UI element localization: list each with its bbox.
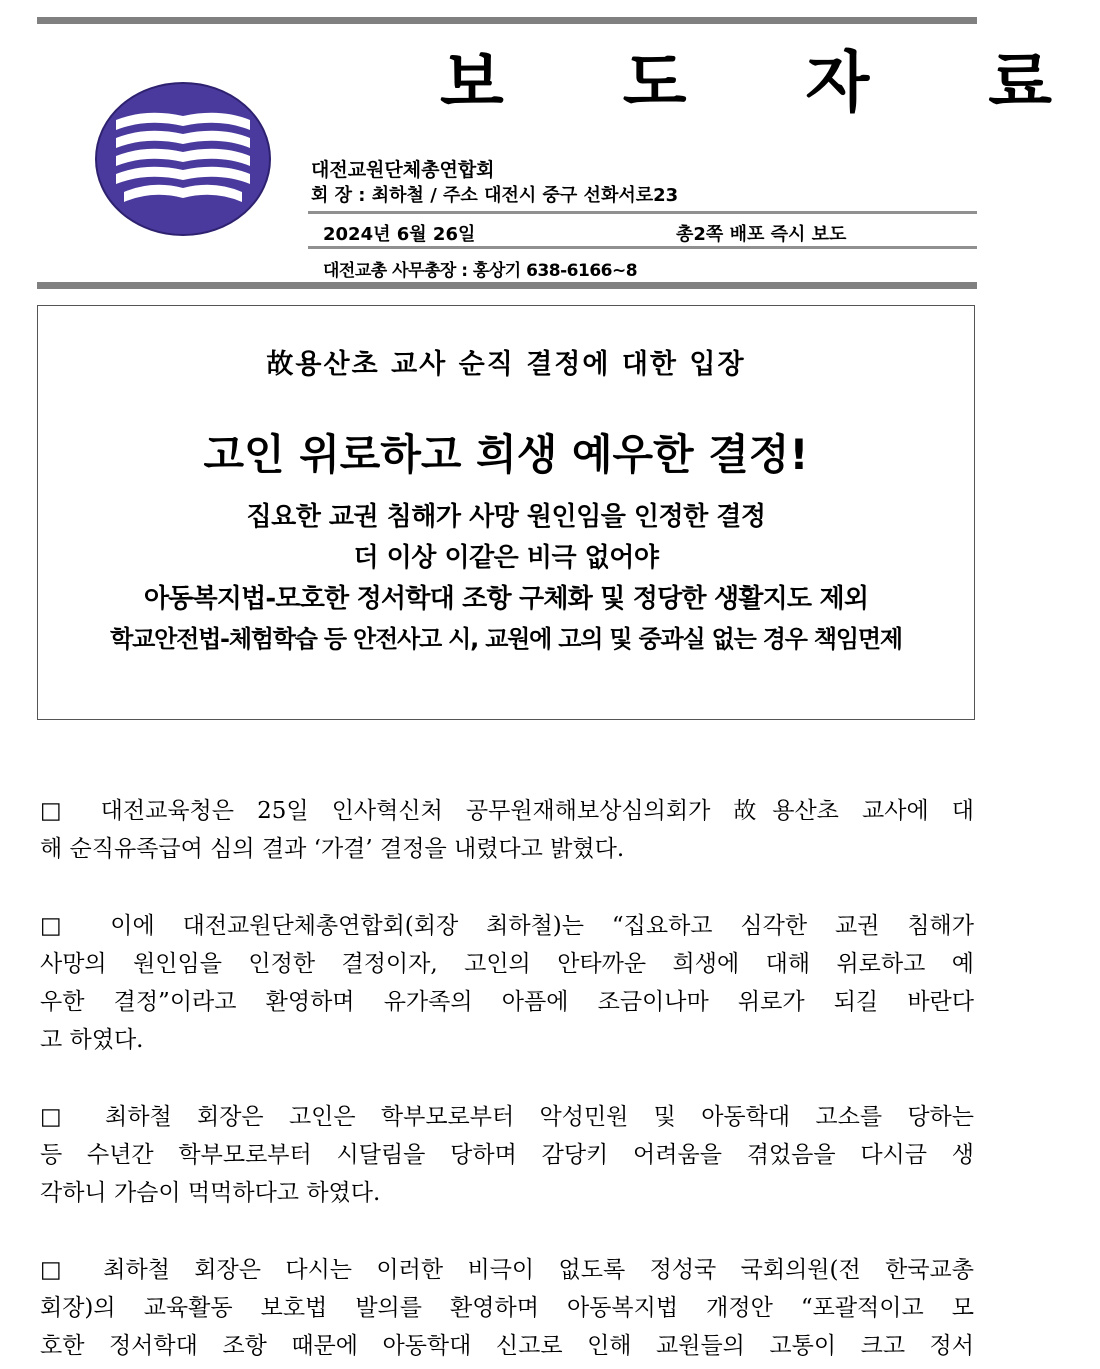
- header-bottom-rule: [37, 282, 977, 289]
- paragraph-4: [40, 1251, 974, 1365]
- release-date: 2024년 6월 26일: [323, 224, 476, 245]
- paragraph-line: □ 최하철 회장은 다시는 이러한 비극이 없도록 정성국 국회의원(전 한국교총: [40, 1257, 974, 1283]
- federation-logo-icon: [94, 80, 272, 238]
- org-name: 대전교원단체총연합회: [311, 159, 495, 181]
- paragraph-line: □ 이에 대전교원단체총연합회(회장 최하철)는 “집요하고 심각한 교권 침해가: [40, 913, 974, 939]
- paragraph-line: 등 수년간 학부모로부터 시달림을 당하며 감당키 어려움을 겪었음을 다시금 생: [40, 1142, 974, 1168]
- subheadline: 집요한 교권 침해가 사망 원인임을 인정한 결정: [246, 502, 766, 532]
- paragraph-line: 사망의 원인임을 인정한 결정이자, 고인의 안타까운 희생에 대해 위로하고 예: [40, 951, 974, 977]
- paragraph-line: 각하니 가슴이 먹먹하다고 하였다.: [40, 1180, 381, 1206]
- paragraph-line: 우한 결정”이라고 환영하며 유가족의 아픔에 조금이나마 위로가 되길 바란다: [40, 989, 974, 1015]
- paragraph-3: [40, 1098, 974, 1212]
- subheadline: 더 이상 이같은 비극 없어야: [353, 543, 659, 573]
- release-info: 총2쪽 배포 즉시 보도: [676, 224, 847, 245]
- press-release-title: 보 도 자 료: [440, 44, 1100, 121]
- president-address: 회 장 : 최하철 / 주소 대전시 중구 선화서로23: [311, 185, 679, 206]
- top-rule: [37, 17, 977, 24]
- paragraph-line: 호한 정서학대 조항 때문에 아동학대 신고로 인해 교원들의 고통이 크고 정서: [40, 1333, 974, 1359]
- subheadline: 아동복지법-모호한 정서학대 조항 구체화 및 정당한 생활지도 제외: [143, 584, 869, 614]
- paragraph-line: 회장)의 교육활동 보호법 발의를 환영하며 아동복지법 개정안 “포괄적이고 모: [40, 1295, 974, 1321]
- headline: 고인 위로하고 희생 예우한 결정!: [203, 430, 809, 479]
- contact-line: 대전교총 사무총장 : 홍상기 638-6166~8: [323, 261, 638, 281]
- header-divider: [308, 246, 977, 249]
- paragraph-line: □ 최하철 회장은 고인은 학부모로부터 악성민원 및 아동학대 고소를 당하는: [40, 1104, 974, 1130]
- header-divider: [308, 211, 977, 214]
- paragraph-line: 고 하였다.: [40, 1027, 144, 1053]
- subheadline: 학교안전법-체험학습 등 안전사고 시, 교원에 고의 및 중과실 없는 경우 책임면제: [110, 625, 902, 653]
- headline-box: [37, 305, 975, 720]
- paragraph-line: □ 대전교육청은 25일 인사혁신처 공무원재해보상심의회가 故용산초 교사에 대: [40, 798, 974, 824]
- kicker: 故용산초 교사 순직 결정에 대한 입장: [266, 349, 746, 380]
- paragraph-2: [40, 907, 974, 1059]
- paragraph-1: [40, 792, 974, 868]
- paragraph-line: 해 순직유족급여 심의 결과 ‘가결’ 결정을 내렸다고 밝혔다.: [40, 836, 625, 862]
